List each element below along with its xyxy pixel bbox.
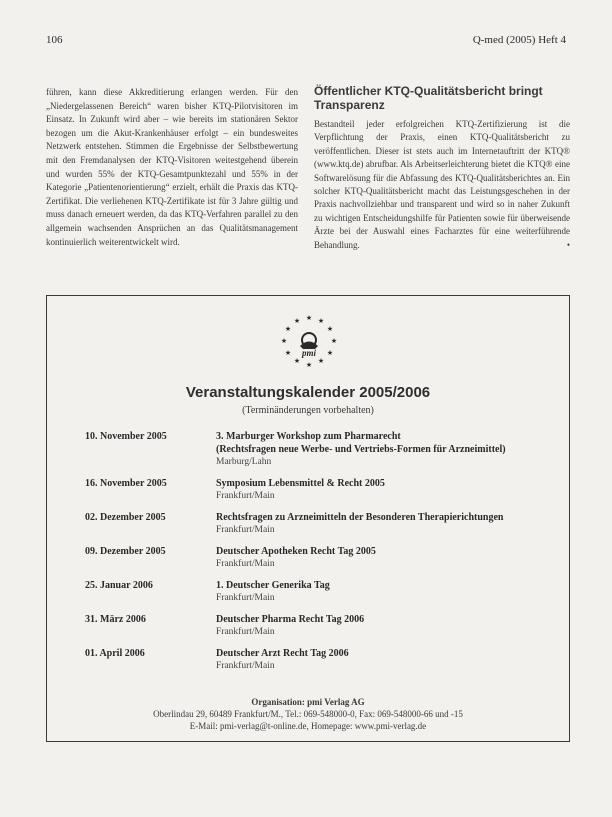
event-title: 3. Marburger Workshop zum Pharmarecht bbox=[216, 431, 401, 442]
event-date: 25. Januar 2006 bbox=[85, 580, 153, 591]
event-location: Frankfurt/Main bbox=[216, 491, 275, 501]
event-title: Rechtsfragen zu Arzneimitteln der Besonderen Therapierichtungen bbox=[216, 512, 504, 523]
left-column-text: führen, kann diese Akkreditierung erlangen werden. Für den „Niedergelassenen Bereich“ waren bisher KTQ-Pilotvisitoren im Einsatz. In Zukunft wird aber – wie bereits im stationären Sektor bezogen um die Akut-Krankenhäuser erfolgt – ein bundesweites Netzwerk entstehen. Stimmen die Ergebnisse der Selbstbewertung mit den Fremdanalysen der KTQ-Visitoren weitestgehend überein und wurden 55% der KTQ-Gesamtpunktezahl und 55% in der Kategorie „Patientenorientierung“ erzielt, erhält die Praxis das KTQ-Zertifikat. Die verliehenen KTQ-Zertifikate ist für 3 Jahre gültig und muss danach erneuert werden, da das KTQ-Verfahren parallel zu den allgemein wachsenden Ansprüchen an das Qualitätsmanagement kontinuierlich weiterentwickelt wird. bbox=[46, 87, 298, 247]
event-location: Frankfurt/Main bbox=[216, 661, 275, 671]
article-end-marker: • bbox=[566, 239, 570, 250]
svg-text:★: ★ bbox=[305, 362, 313, 369]
event-date: 16. November 2005 bbox=[85, 478, 167, 489]
svg-text:★: ★ bbox=[284, 326, 292, 333]
event-location: Marburg/Lahn bbox=[216, 457, 272, 467]
calendar-subtitle: (Terminänderungen vorbehalten) bbox=[242, 405, 374, 416]
pmi-logo-icon bbox=[278, 313, 340, 375]
logo-text: pmi bbox=[301, 348, 317, 358]
svg-text:★: ★ bbox=[330, 338, 338, 345]
event-date: 01. April 2006 bbox=[85, 648, 145, 659]
event-row bbox=[85, 647, 565, 673]
journal-header: Q-med (2005) Heft 4 bbox=[472, 34, 566, 46]
right-column bbox=[314, 84, 570, 252]
event-title: 1. Deutscher Generika Tag bbox=[216, 580, 330, 591]
page-number: 106 bbox=[46, 34, 63, 46]
event-location: Frankfurt/Main bbox=[216, 559, 275, 569]
event-row bbox=[85, 477, 565, 503]
article-body bbox=[314, 118, 570, 252]
event-location: Frankfurt/Main bbox=[216, 525, 275, 535]
organizer-label: Organisation: pmi Verlag AG bbox=[251, 697, 365, 707]
svg-text:★: ★ bbox=[305, 315, 313, 322]
event-date: 09. Dezember 2005 bbox=[85, 546, 166, 557]
event-list bbox=[85, 430, 565, 681]
event-row bbox=[85, 545, 565, 571]
event-title: Deutscher Arzt Recht Tag 2006 bbox=[216, 648, 349, 659]
calendar-title: Veranstaltungskalender 2005/2006 bbox=[185, 384, 431, 401]
event-location: Frankfurt/Main bbox=[216, 593, 275, 603]
svg-text:★: ★ bbox=[326, 350, 334, 357]
article-body-text: Bestandteil jeder erfolgreichen KTQ-Zertifizierung ist die Verpflichtung der Praxis, einen KTQ-Qualitätsbericht zu veröffentlichen. Dieser ist stets auch im Internetauftritt der KTQ® (www.ktq.de) abrufbar. Als Arbeitserleichterung bietet die KTQ® eine Softwarelösung für die Abfassung des KTQ-Qualitätsberichtes an. Ein solcher KTQ-Qualitätsbericht macht das Leistungsgeschehen in der Praxis nachvollziehbar und transparent und wird so in naher Zukunft zu wichtigen Entscheidungshilfe für Patienten sowie für überweisende Ärzte bei der Auswahl eines Facharztes für eine weiterführende Behandlung. bbox=[314, 119, 570, 250]
svg-text:★: ★ bbox=[293, 358, 301, 365]
article-heading: Öffentlicher KTQ-Qualitätsbericht bringt Transparenz bbox=[314, 84, 543, 112]
svg-text:★: ★ bbox=[317, 358, 325, 365]
event-row bbox=[85, 430, 565, 469]
event-row bbox=[85, 579, 565, 605]
event-title-line2: (Rechtsfragen neue Werbe- und Vertriebs-Formen für Arzneimittel) bbox=[216, 444, 506, 455]
event-date: 31. März 2006 bbox=[85, 614, 146, 625]
svg-text:★: ★ bbox=[326, 326, 334, 333]
event-location: Frankfurt/Main bbox=[216, 627, 275, 637]
event-row bbox=[85, 511, 565, 537]
event-date: 02. Dezember 2005 bbox=[85, 512, 166, 523]
organizer-address: Oberlindau 29, 60489 Frankfurt/M., Tel.: 069-548000-0, Fax: 069-548000-66 und -15 bbox=[153, 709, 463, 719]
organizer-contact: E-Mail: pmi-verlag@t-online.de, Homepage: www.pmi-verlag.de bbox=[189, 721, 427, 731]
event-title: Deutscher Apotheken Recht Tag 2005 bbox=[216, 546, 376, 557]
event-title: Symposium Lebensmittel & Recht 2005 bbox=[216, 478, 385, 489]
svg-text:★: ★ bbox=[317, 318, 325, 325]
event-row bbox=[85, 613, 565, 639]
svg-text:★: ★ bbox=[293, 318, 301, 325]
event-date: 10. November 2005 bbox=[85, 431, 167, 442]
organizer-block bbox=[47, 696, 569, 732]
svg-text:★: ★ bbox=[284, 350, 292, 357]
svg-text:★: ★ bbox=[280, 338, 288, 345]
event-title: Deutscher Pharma Recht Tag 2006 bbox=[216, 614, 365, 625]
event-calendar-box bbox=[46, 295, 570, 742]
